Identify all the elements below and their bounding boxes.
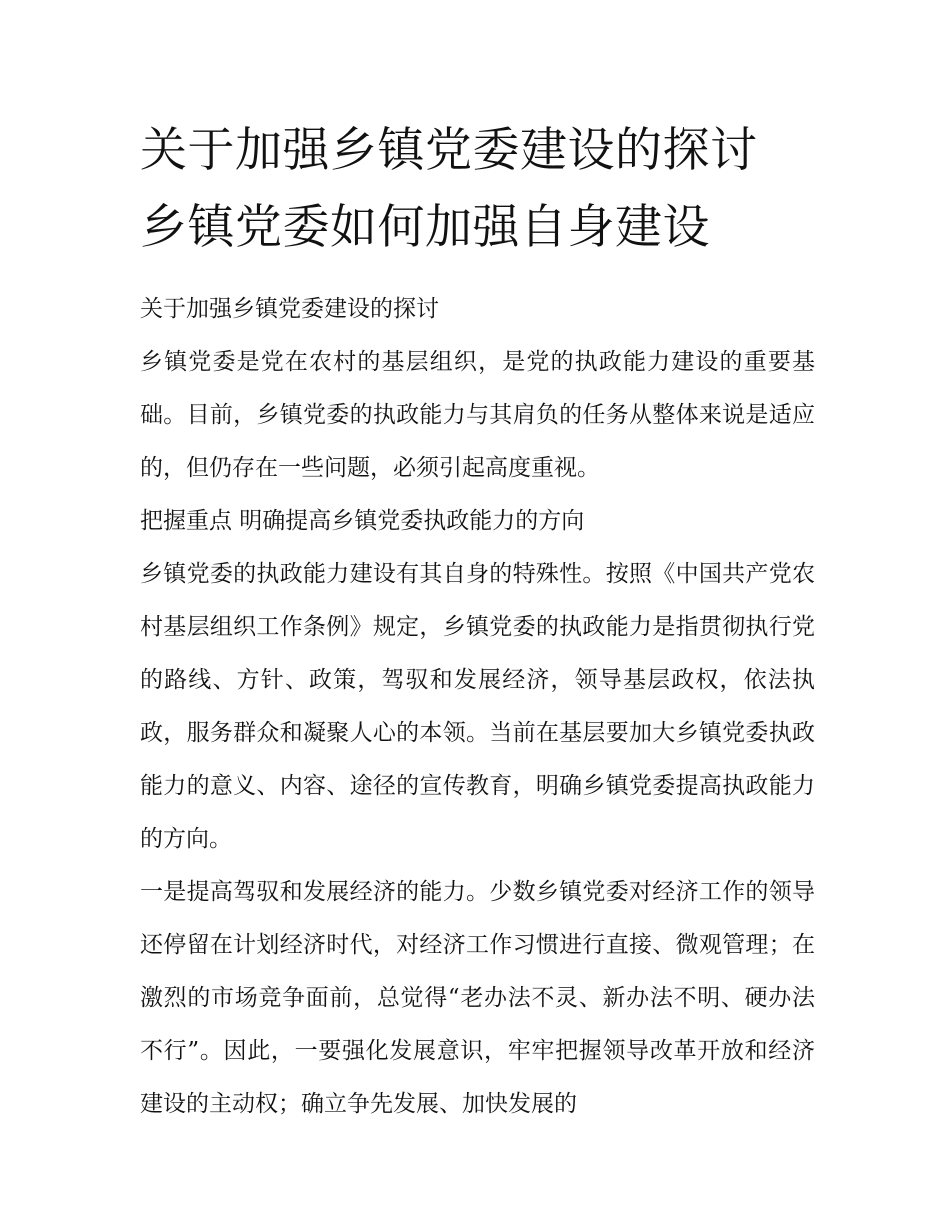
paragraph-point-one: 一是提高驾驭和发展经济的能力。少数乡镇党委对经济工作的领导还停留在计划经济时代，对经济工作习惯进行直接、微观管理；在激烈的市场竞争面前，总觉得“老办法不灵、新办法不明、硬办法不行”。因此，一要强化发展意识，牢牢把握领导改革开放和经济建设的主动权；确立争先发展、加快发展的 [140, 879, 815, 1117]
paragraph-intro: 乡镇党委是党在农村的基层组织，是党的执政能力建设的重要基础。目前，乡镇党委的执政能力与其肩负的任务从整体来说是适应的，但仍存在一些问题，必须引起高度重视。 [140, 349, 815, 481]
paragraph-subtitle: 关于加强乡镇党委建设的探讨 [140, 296, 439, 322]
paragraph-section-heading: 把握重点 明确提高乡镇党委执政能力的方向 [140, 508, 585, 534]
title-line-1: 关于加强乡镇党委建设的探讨 [140, 123, 758, 178]
document-content [140, 112, 815, 1131]
document-body [140, 283, 815, 1131]
document-title [140, 112, 815, 266]
paragraph-body: 乡镇党委的执政能力建设有其自身的特殊性。按照《中国共产党农村基层组织工作条例》规定，乡镇党委的执政能力是指贯彻执行党的路线、方针、政策，驾驭和发展经济，领导基层政权，依法执政，服务群众和凝聚人心的本领。当前在基层要加大乡镇党委执政能力的意义、内容、途径的宣传教育，明确乡镇党委提高执政能力的方向。 [140, 561, 815, 852]
title-line-2: 乡镇党委如何加强自身建设 [140, 200, 710, 255]
